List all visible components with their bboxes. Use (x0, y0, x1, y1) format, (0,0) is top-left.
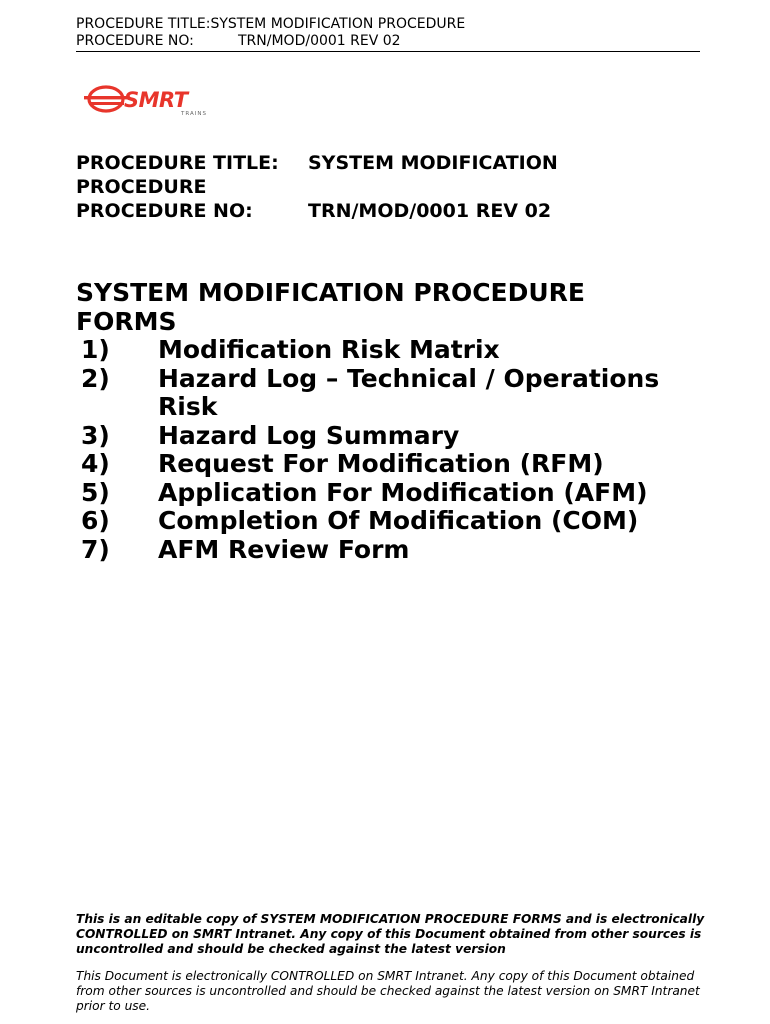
running-header (76, 16, 700, 52)
procedure-title-label: PROCEDURE TITLE: (76, 152, 279, 174)
procedure-no-value: TRN/MOD/0001 REV 02 (308, 200, 552, 222)
list-item (76, 422, 716, 451)
editable-copy-notice: This is an editable copy of SYSTEM MODIFICATION PROCEDURE FORMS and is electronically CONTROLLED on SMRT Intranet. Any copy of this Document obtained from other sources is uncontrolled and should be checked against the latest version (76, 912, 705, 956)
header-procedure-no-label: PROCEDURE NO: (76, 33, 194, 49)
list-item-number: 5) (81, 477, 110, 507)
list-item-text: Modification Risk Matrix (158, 335, 500, 364)
list-item-number: 2) (81, 363, 110, 393)
procedure-title-value: SYSTEM MODIFICATION (308, 152, 558, 174)
logo-wordmark: SMRT (124, 88, 188, 112)
list-item-number: 7) (81, 534, 110, 564)
header-title: PROCEDURE TITLE:SYSTEM MODIFICATION PROCEDURE (76, 16, 466, 32)
procedure-block (76, 151, 558, 223)
header-procedure-no-value: TRN/MOD/0001 REV 02 (238, 33, 401, 49)
list-item (76, 365, 716, 422)
list-item-text: AFM Review Form (158, 534, 410, 564)
forms-heading-line1: SYSTEM MODIFICATION PROCEDURE (76, 278, 586, 307)
forms-list (76, 336, 716, 564)
list-item-number: 6) (81, 506, 110, 535)
list-item (76, 536, 716, 565)
list-item-number: 1) (81, 335, 110, 364)
list-item-number: 3) (81, 420, 110, 450)
controlled-document-notice: This Document is electronically CONTROLLED on SMRT Intranet. Any copy of this Document obtained from other sources is uncontrolled and should be checked against the latest version on SMRT Intranet prior to use. (76, 969, 700, 1013)
logo-subtitle: TRAINS (181, 111, 207, 117)
list-item (76, 507, 716, 536)
smrt-logo (84, 83, 226, 117)
procedure-no-label: PROCEDURE NO: (76, 200, 253, 222)
list-item-text: Hazard Log – Technical / Operations Risk (158, 363, 660, 421)
list-item (76, 450, 716, 479)
list-item-text: Hazard Log Summary (158, 420, 460, 450)
list-item (76, 336, 716, 365)
forms-heading-line2: FORMS (76, 306, 177, 336)
procedure-title-continuation: PROCEDURE (76, 176, 207, 198)
list-item-text: Request For Modification (RFM) (158, 449, 604, 478)
list-item (76, 479, 716, 508)
list-item-number: 4) (81, 449, 110, 478)
list-item-text: Completion Of Modification (COM) (158, 506, 639, 535)
forms-section (76, 279, 716, 564)
list-item-text: Application For Modification (AFM) (158, 477, 648, 507)
